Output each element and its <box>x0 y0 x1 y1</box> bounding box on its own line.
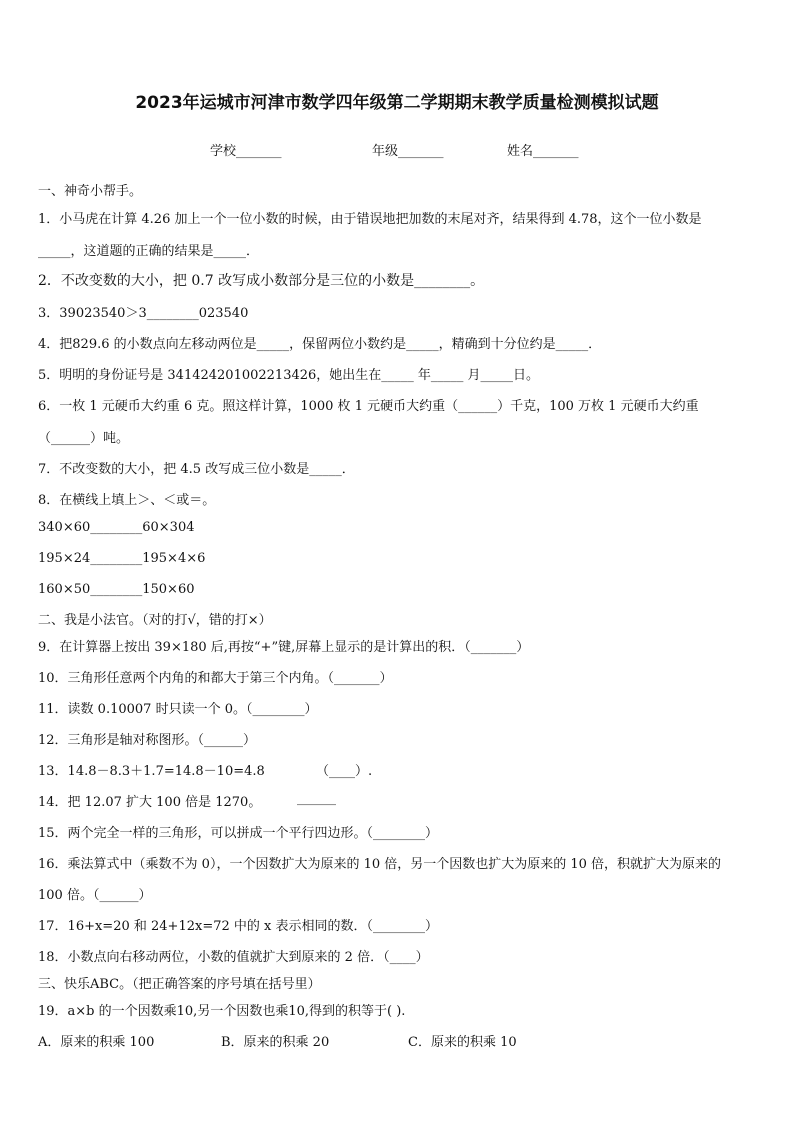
school-field: 学校_______ <box>210 144 282 159</box>
question-5: 5．明明的身份证号是 341424201002213426，她出生在_____ 年_____ 月_____日。 <box>38 368 540 383</box>
option-a: A．原来的积乘 100 <box>38 1035 155 1050</box>
question-8-item-a: 340×60________60×304 <box>38 520 195 535</box>
question-7: 7．不改变数的大小，把 4.5 改写成三位小数是_____． <box>38 462 355 477</box>
question-17: 17．16+x=20 和 24+12x=72 中的 x 表示相同的数．（________） <box>38 919 438 934</box>
question-9: 9．在计算器上按出 39×180 后,再按“+”键,屏幕上显示的是计算出的积．（_______） <box>38 640 530 655</box>
option-c: C．原来的积乘 10 <box>408 1035 517 1050</box>
section-heading-3: 三、快乐ABC。（把正确答案的序号填在括号里） <box>38 977 321 992</box>
question-6-line-1: 6．一枚 1 元硬币大约重 6 克。照这样计算，1000 枚 1 元硬币大约重（______）千克，100 万枚 1 元硬币大约重 <box>38 399 699 414</box>
grade-field: 年级_______ <box>372 144 444 159</box>
question-8-item-c: 160×50________150×60 <box>38 582 195 597</box>
section-heading-2: 二、我是小法官。（对的打√，错的打×） <box>38 613 272 628</box>
question-3: 3．39023540＞3________023540 <box>38 306 249 321</box>
option-b: B．原来的积乘 20 <box>221 1035 330 1050</box>
question-13-answer-blank: （____）. <box>316 764 373 779</box>
question-14-answer-blank: ______ <box>297 791 336 806</box>
question-1-line-1: 1．小马虎在计算 4.26 加上一个一位小数的时候，由于错误地把加数的末尾对齐，结果得到 4.78，这个一位小数是 <box>38 212 702 227</box>
question-19: 19．a×b 的一个因数乘10,另一个因数也乘10,得到的积等于( ). <box>38 1004 406 1019</box>
question-8: 8．在横线上填上＞、＜或＝。 <box>38 493 216 508</box>
question-14: 14．把 12.07 扩大 100 倍是 1270。 <box>38 795 262 810</box>
question-12: 12．三角形是轴对称图形。（______） <box>38 733 257 748</box>
page-title: 2023年运城市河津市数学四年级第二学期期末教学质量检测模拟试题 <box>135 93 659 113</box>
question-16-line-1: 16．乘法算式中（乘数不为 0），一个因数扩大为原来的 10 倍，另一个因数也扩大为原来的 10 倍，积就扩大为原来的 <box>38 857 722 872</box>
section-heading-1: 一、神奇小帮手。 <box>38 184 143 199</box>
question-13: 13．14.8－8.3＋1.7=14.8－10=4.8 <box>38 764 265 779</box>
question-16-line-2: 100 倍。（______） <box>38 888 152 903</box>
question-1-line-2: _____，这道题的正确的结果是_____． <box>38 244 260 259</box>
question-10: 10．三角形任意两个内角的和都大于第三个内角。（_______） <box>38 671 393 686</box>
question-6-line-2: （______）吨。 <box>38 431 130 446</box>
question-4: 4．把829.6 的小数点向左移动两位是_____，保留两位小数约是_____，精确到十分位约是_____． <box>38 337 602 352</box>
question-8-item-b: 195×24________195×4×6 <box>38 551 206 566</box>
name-field: 姓名_______ <box>507 144 579 159</box>
question-18: 18．小数点向右移动两位，小数的值就扩大到原来的 2 倍．（____） <box>38 950 429 965</box>
question-2: 2．不改变数的大小，把 0.7 改写成小数部分是三位的小数是________。 <box>38 273 485 289</box>
question-11: 11．读数 0.10007 时只读一个 0。（________） <box>38 702 318 717</box>
question-15: 15．两个完全一样的三角形，可以拼成一个平行四边形。（________） <box>38 826 439 841</box>
